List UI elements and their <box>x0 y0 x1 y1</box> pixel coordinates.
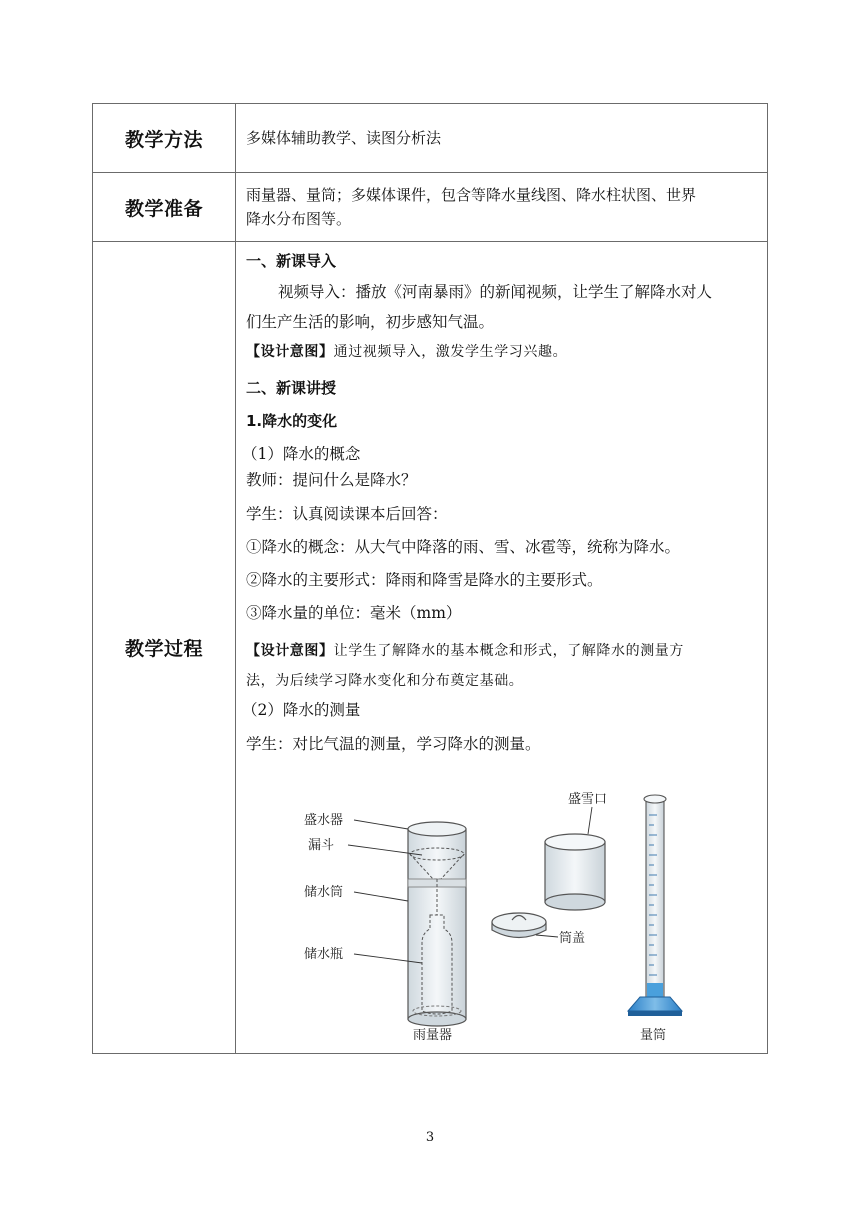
teaching-process-content <box>236 242 768 1054</box>
lid-icon <box>492 913 546 938</box>
teacher-question: 教师：提问什么是降水？ <box>246 471 417 489</box>
heading-new-lesson: 二、新课讲授 <box>246 379 337 397</box>
label-snow-mouth: 盛雪口 <box>568 792 608 807</box>
rain-gauge-icon <box>408 822 466 1026</box>
teaching-method-text: 多媒体辅助教学、读图分析法 <box>236 104 768 173</box>
design-intent-2-cont: 法，为后续学习降水变化和分布奠定基础。 <box>246 673 524 689</box>
heading-precip-change: 1.降水的变化 <box>246 412 338 430</box>
student-answer: 学生：认真阅读课本后回答： <box>246 505 448 523</box>
label-storage-tube: 储水筒 <box>304 885 344 900</box>
design-intent-tag: 【设计意图】 <box>246 643 334 659</box>
heading-intro: 一、新课导入 <box>246 252 337 270</box>
label-measuring-cylinder: 量筒 <box>640 1028 667 1043</box>
student-measurement: 学生：对比气温的测量，学习降水的测量。 <box>246 735 541 753</box>
label-teaching-method: 教学方法 <box>93 104 236 173</box>
intro-para-2: 们生产生活的影响，初步感知气温。 <box>246 313 495 331</box>
subheading-concept: （1）降水的概念 <box>242 445 361 463</box>
label-teaching-prep: 教学准备 <box>93 173 236 242</box>
label-lid: 筒盖 <box>559 931 586 946</box>
label-rain-gauge: 雨量器 <box>413 1028 453 1043</box>
page-number: 3 <box>425 1130 435 1145</box>
prep-line-1: 雨量器、量筒；多媒体课件，包含等降水量线图、降水柱状图、世界 <box>246 186 697 204</box>
teaching-prep-text <box>236 173 768 242</box>
row-teaching-prep <box>93 173 768 242</box>
subheading-measurement: （2）降水的测量 <box>242 701 361 719</box>
row-teaching-method <box>93 104 768 173</box>
design-intent-tag: 【设计意图】 <box>246 344 334 360</box>
measuring-cylinder-icon <box>628 795 682 1016</box>
concept-point-2: ②降水的主要形式：降雨和降雪是降水的主要形式。 <box>246 571 603 589</box>
concept-point-3: ③降水量的单位：毫米（mm） <box>246 604 462 622</box>
snow-collector-icon <box>545 834 605 910</box>
concept-point-1: ①降水的概念：从大气中降落的雨、雪、冰雹等，统称为降水。 <box>246 538 681 556</box>
label-funnel: 漏斗 <box>308 838 335 853</box>
design-intent-2-text: 让学生了解降水的基本概念和形式，了解降水的测量方 <box>333 643 685 659</box>
label-storage-bottle: 储水瓶 <box>304 947 344 962</box>
label-teaching-process: 教学过程 <box>93 242 236 1054</box>
row-teaching-process <box>93 242 768 1054</box>
intro-para-1: 视频导入：播放《河南暴雨》的新闻视频，让学生了解降水对人 <box>278 283 713 301</box>
design-intent-1 <box>246 341 567 361</box>
lesson-plan-table <box>92 103 768 1054</box>
label-container: 盛水器 <box>304 813 344 828</box>
rain-gauge-figure <box>236 787 769 1045</box>
design-intent-2 <box>246 640 684 660</box>
prep-line-2: 降水分布图等。 <box>246 210 352 228</box>
design-intent-1-text: 通过视频导入，激发学生学习兴趣。 <box>333 344 568 360</box>
